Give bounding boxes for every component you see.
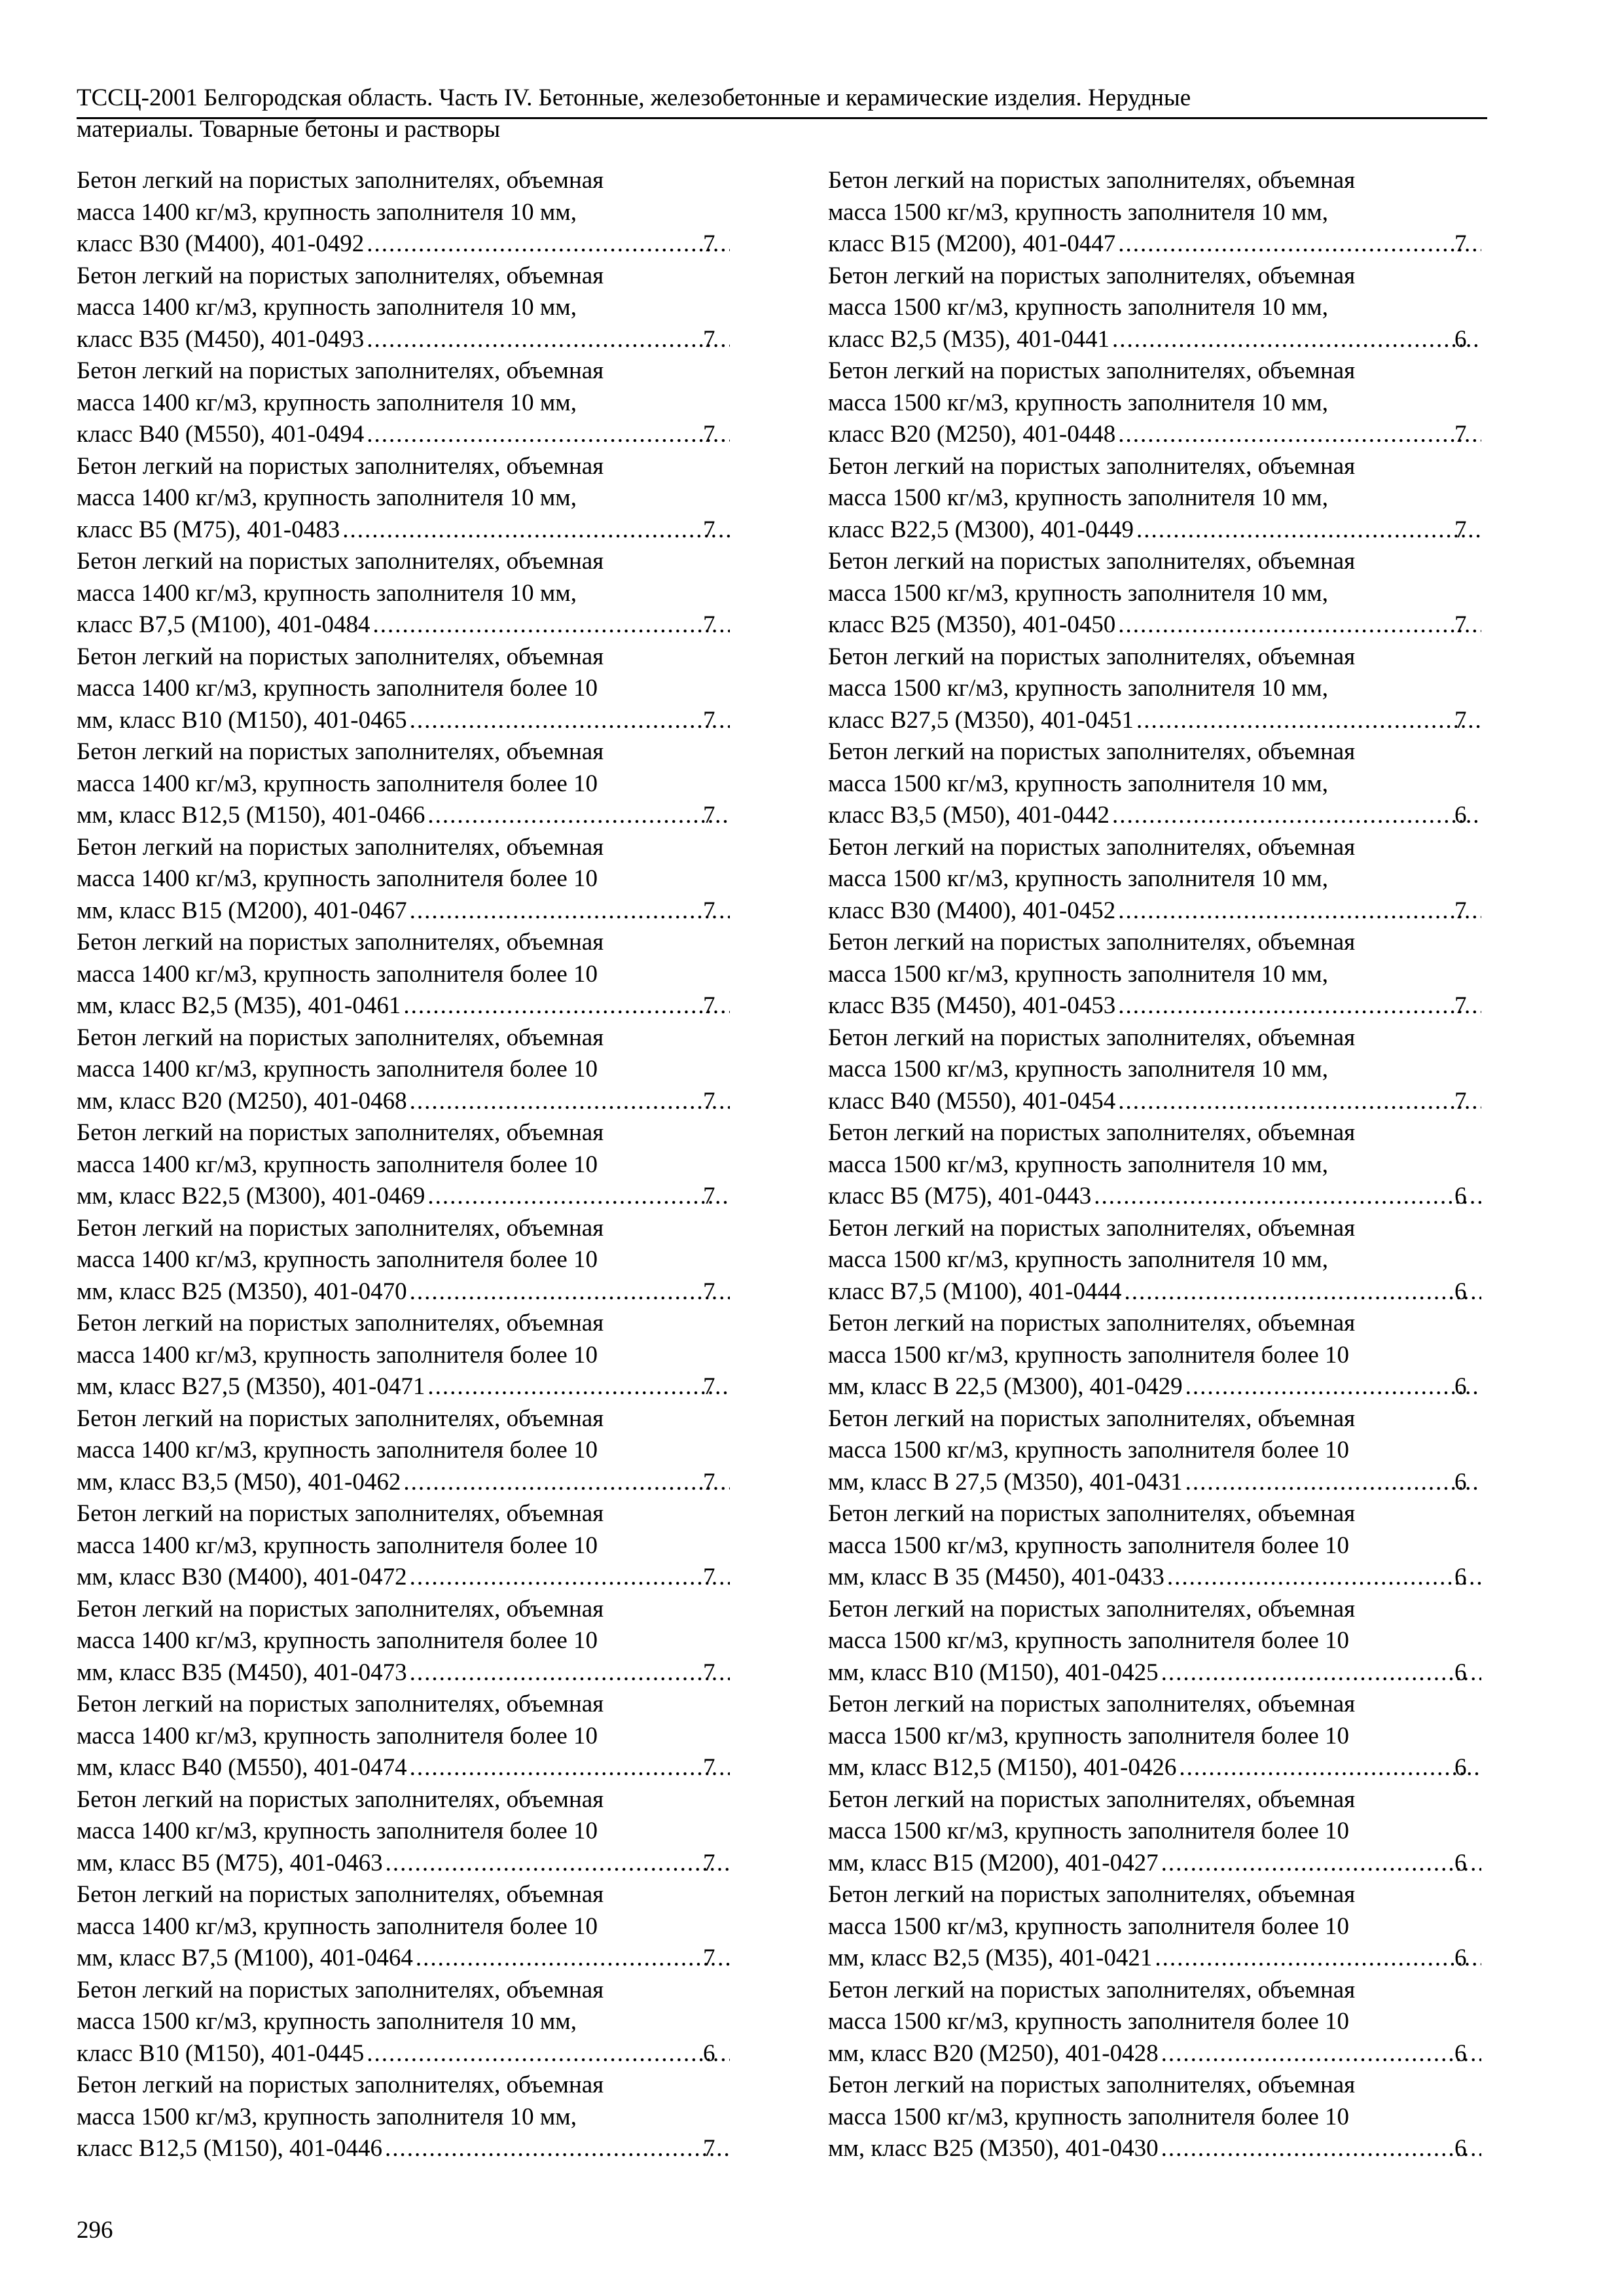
dot-leader — [403, 990, 730, 1022]
entry-last-line: мм, класс В12,5 (М150), 401-0426 ..... 6 — [857, 1752, 1484, 1784]
entry-last-line: мм, класс В 35 (М450), 401-0433 ..... 6 — [857, 1562, 1484, 1594]
entry-text-line: масса 1400 кг/м3, крупность заполнителя более 10 — [77, 1722, 598, 1749]
dot-leader — [367, 324, 730, 356]
dot-leader — [427, 1371, 730, 1403]
entry-text-line: Бетон легкий на пористых заполнителях, объемная — [77, 548, 604, 575]
index-entry — [828, 1498, 1484, 1594]
entry-code-text: класс В22,5 (М300), 401-0449 — [828, 516, 1134, 543]
entry-last-line: мм, класс В7,5 (М100), 401-0464 ..... 7 — [106, 1943, 732, 1975]
entry-text-line: Бетон легкий на пористых заполнителях, объемная — [828, 1785, 1356, 1813]
entry-text-line: масса 1500 кг/м3, крупность заполнителя более 10 — [828, 1912, 1350, 1940]
entry-code-text: класс В40 (М550), 401-0454 — [828, 1087, 1116, 1115]
dot-leader — [1118, 1086, 1481, 1118]
entry-text-line: Бетон легкий на пористых заполнителях, объемная — [828, 1405, 1356, 1432]
entry-code-text: мм, класс В 22,5 (М300), 401-0429 — [828, 1373, 1183, 1400]
entry-text-line: Бетон легкий на пористых заполнителях, объемная — [77, 357, 604, 384]
entry-text-line: Бетон легкий на пористых заполнителях, объемная — [77, 833, 604, 861]
header-line-2: материалы. Товарные бетоны и растворы — [77, 116, 501, 143]
entry-text-line: масса 1500 кг/м3, крупность заполнителя более 10 — [828, 1437, 1350, 1463]
dot-leader — [410, 895, 730, 927]
entry-text-line: Бетон легкий на пористых заполнителях, объемная — [77, 1024, 604, 1051]
dot-leader — [1118, 228, 1481, 260]
entry-text-line: Бетон легкий на пористых заполнителях, объемная — [828, 357, 1356, 384]
entry-code-text: мм, класс В15 (М200), 401-0467 — [77, 897, 407, 924]
running-header — [77, 82, 1487, 145]
entry-text-line: Бетон легкий на пористых заполнителях, объемная — [828, 738, 1356, 765]
index-entry — [77, 2070, 732, 2165]
index-entry — [77, 165, 732, 260]
entry-code-text: класс В27,5 (М350), 401-0451 — [828, 706, 1134, 734]
entry-code-text: мм, класс В10 (М150), 401-0465 — [77, 706, 407, 734]
index-entry — [828, 1117, 1484, 1213]
entry-last-line: мм, класс В20 (М250), 401-0428 ..... 6 — [857, 2038, 1484, 2070]
entry-last-line: мм, класс В22,5 (М300), 401-0469 ..... 7 — [106, 1181, 732, 1213]
index-entry — [828, 1308, 1484, 1403]
dot-leader — [427, 1181, 730, 1213]
dot-leader — [1118, 609, 1481, 641]
entry-code-text: класс В30 (М400), 401-0492 — [77, 230, 365, 257]
entry-code-text: класс В5 (М75), 401-0483 — [77, 516, 340, 543]
entry-code-text: класс В5 (М75), 401-0443 — [828, 1183, 1092, 1210]
entry-text-line: масса 1400 кг/м3, крупность заполнителя более 10 — [77, 1627, 598, 1654]
entry-text-line: масса 1500 кг/м3, крупность заполнителя 10 мм, — [828, 1056, 1328, 1083]
index-entry — [77, 1117, 732, 1213]
dot-leader — [1112, 324, 1481, 356]
dot-leader — [410, 1276, 730, 1308]
dot-leader — [1161, 1848, 1481, 1880]
index-entry — [77, 641, 732, 737]
entry-code-text: мм, класс В 27,5 (М350), 401-0431 — [828, 1468, 1183, 1496]
index-entry — [77, 546, 732, 641]
index-entry — [77, 1308, 732, 1403]
entry-text-line: Бетон легкий на пористых заполнителях, объемная — [77, 167, 604, 194]
entry-text-line: масса 1500 кг/м3, крупность заполнителя более 10 — [828, 2103, 1350, 2130]
entry-code-text: мм, класс В20 (М250), 401-0428 — [828, 2039, 1159, 2067]
entry-text-line: Бетон легкий на пористых заполнителях, объемная — [77, 1881, 604, 1908]
entry-code-text: мм, класс В3,5 (М50), 401-0462 — [77, 1468, 401, 1496]
entry-last-line: мм, класс В40 (М550), 401-0474 ..... 7 — [106, 1752, 732, 1784]
entry-last-line: класс В5 (М75), 401-0443 ..... 6 — [857, 1181, 1484, 1213]
dot-leader — [385, 2133, 730, 2165]
entry-text-line: масса 1500 кг/м3, крупность заполнителя более 10 — [828, 1722, 1350, 1749]
entry-last-line: мм, класс В 22,5 (М300), 401-0429 ..... 6 — [857, 1371, 1484, 1403]
entry-text-line: масса 1500 кг/м3, крупность заполнителя более 10 — [828, 2008, 1350, 2035]
entry-text-line: Бетон легкий на пористых заполнителях, объемная — [77, 452, 604, 480]
entry-text-line: Бетон легкий на пористых заполнителях, объемная — [828, 1214, 1356, 1242]
dot-leader — [342, 514, 730, 547]
entry-code-text: класс В35 (М450), 401-0453 — [828, 992, 1116, 1019]
entry-code-text: класс В30 (М400), 401-0452 — [828, 897, 1116, 924]
entry-last-line: мм, класс В12,5 (М150), 401-0466 ..... 7 — [106, 800, 732, 832]
entry-code-text: мм, класс В12,5 (М150), 401-0466 — [77, 802, 425, 829]
entry-code-text: мм, класс В10 (М150), 401-0425 — [828, 1659, 1159, 1686]
entry-text-line: масса 1400 кг/м3, крупность заполнителя более 10 — [77, 1341, 598, 1369]
entry-text-line: Бетон легкий на пористых заполнителях, объемная — [828, 929, 1356, 956]
index-entry — [77, 1022, 732, 1118]
index-entry — [828, 736, 1484, 832]
entry-text-line: масса 1400 кг/м3, крупность заполнителя более 10 — [77, 1912, 598, 1940]
dot-leader — [410, 1086, 730, 1118]
entry-text-line: Бетон легкий на пористых заполнителях, объемная — [828, 643, 1356, 670]
entry-text-line: Бетон легкий на пористых заполнителях, объемная — [828, 167, 1356, 194]
entry-text-line: Бетон легкий на пористых заполнителях, объемная — [828, 2072, 1356, 2098]
dot-leader — [1125, 1276, 1482, 1308]
entry-code-text: мм, класс В7,5 (М100), 401-0464 — [77, 1945, 413, 1971]
entry-last-line: класс В27,5 (М350), 401-0451 ..... 7 — [857, 705, 1484, 737]
entry-text-line: масса 1500 кг/м3, крупность заполнителя 10 мм, — [828, 675, 1328, 702]
entry-text-line: масса 1500 кг/м3, крупность заполнителя 10 мм, — [828, 198, 1328, 226]
index-entry — [828, 1213, 1484, 1308]
entry-code-text: мм, класс В2,5 (М35), 401-0421 — [828, 1945, 1153, 1971]
entry-text-line: масса 1500 кг/м3, крупность заполнителя 10 мм, — [828, 1246, 1328, 1273]
entry-text-line: Бетон легкий на пористых заполнителях, объемная — [77, 262, 604, 289]
entry-last-line: класс В40 (М550), 401-0454 ..... 7 — [857, 1086, 1484, 1118]
index-column-left — [77, 165, 732, 2165]
dot-leader — [403, 1467, 730, 1499]
entry-text-line: масса 1500 кг/м3, крупность заполнителя более 10 — [828, 1627, 1350, 1654]
entry-code-text: мм, класс В27,5 (М350), 401-0471 — [77, 1373, 425, 1400]
index-entry — [828, 1022, 1484, 1118]
entry-text-line: масса 1400 кг/м3, крупность заполнителя 10 мм, — [77, 294, 577, 321]
index-entry — [828, 1784, 1484, 1880]
entry-last-line: класс В30 (М400), 401-0452 ..... 7 — [857, 895, 1484, 927]
index-entry — [828, 2070, 1484, 2165]
entry-text-line: масса 1400 кг/м3, крупность заполнителя более 10 — [77, 960, 598, 988]
entry-last-line: класс В20 (М250), 401-0448 ..... 7 — [857, 419, 1484, 451]
dot-leader — [1161, 1657, 1481, 1689]
entry-code-text: мм, класс В 35 (М450), 401-0433 — [828, 1564, 1164, 1590]
entry-text-line: Бетон легкий на пористых заполнителях, объемная — [77, 1405, 604, 1432]
entry-code-text: мм, класс В2,5 (М35), 401-0461 — [77, 992, 401, 1019]
entry-text-line: масса 1400 кг/м3, крупность заполнителя 10 мм, — [77, 484, 577, 511]
entry-text-line: масса 1400 кг/м3, крупность заполнителя более 10 — [77, 1437, 598, 1463]
entry-text-line: Бетон легкий на пористых заполнителях, объемная — [77, 1119, 604, 1146]
entry-code-text: класс В7,5 (М100), 401-0484 — [77, 611, 370, 638]
entry-text-line: масса 1500 кг/м3, крупность заполнителя 10 мм, — [828, 484, 1328, 511]
entry-code-text: мм, класс В20 (М250), 401-0468 — [77, 1087, 407, 1115]
dot-leader — [1161, 2133, 1481, 2165]
entry-code-text: мм, класс В35 (М450), 401-0473 — [77, 1659, 407, 1686]
dot-leader — [1167, 1562, 1481, 1594]
dot-leader — [1179, 1752, 1481, 1784]
entry-text-line: масса 1400 кг/м3, крупность заполнителя более 10 — [77, 1151, 598, 1178]
entry-code-text: класс В35 (М450), 401-0493 — [77, 325, 365, 353]
dot-leader — [1094, 1181, 1481, 1213]
index-entry — [77, 1784, 732, 1880]
entry-last-line: класс В40 (М550), 401-0494 ..... 7 — [106, 419, 732, 451]
entry-text-line: масса 1500 кг/м3, крупность заполнителя 10 мм, — [828, 579, 1328, 607]
entry-text-line: Бетон легкий на пористых заполнителях, объемная — [77, 738, 604, 765]
index-entry — [828, 260, 1484, 356]
entry-code-text: мм, класс В5 (М75), 401-0463 — [77, 1849, 383, 1876]
entry-text-line: масса 1500 кг/м3, крупность заполнителя 10 мм, — [828, 389, 1328, 416]
header-line-1: ТССЦ-2001 Белгородская область. Часть IV. Бетонные, железобетонные и керамические изделия. Нерудные — [77, 84, 1191, 111]
entry-last-line: мм, класс В25 (М350), 401-0430 ..... 6 — [857, 2133, 1484, 2165]
entry-text-line: масса 1500 кг/м3, крупность заполнителя более 10 — [828, 1532, 1350, 1559]
entry-text-line: Бетон легкий на пористых заполнителях, объемная — [828, 1691, 1356, 1717]
dot-leader — [410, 1657, 730, 1689]
entry-code-text: класс В25 (М350), 401-0450 — [828, 611, 1116, 638]
entry-last-line: мм, класс В15 (М200), 401-0467 ..... 7 — [106, 895, 732, 927]
entry-last-line: класс В35 (М450), 401-0493 ..... 7 — [106, 324, 732, 356]
dot-leader — [1185, 1371, 1481, 1403]
entry-text-line: масса 1500 кг/м3, крупность заполнителя 10 мм, — [77, 2008, 577, 2035]
entry-text-line: Бетон легкий на пористых заполнителях, объемная — [77, 1500, 604, 1527]
index-entry — [77, 1403, 732, 1499]
index-entry — [828, 1594, 1484, 1689]
entry-text-line: Бетон легкий на пористых заполнителях, объемная — [828, 833, 1356, 861]
entry-code-text: мм, класс В12,5 (М150), 401-0426 — [828, 1754, 1177, 1781]
index-entry — [77, 1879, 732, 1975]
dot-leader — [1112, 800, 1481, 832]
entry-text-line: масса 1500 кг/м3, крупность заполнителя более 10 — [828, 1341, 1350, 1369]
entry-last-line: класс В3,5 (М50), 401-0442 ..... 6 — [857, 800, 1484, 832]
entry-text-line: масса 1400 кг/м3, крупность заполнителя 10 мм, — [77, 389, 577, 416]
entry-code-text: мм, класс В25 (М350), 401-0430 — [828, 2135, 1159, 2162]
index-entry — [77, 1594, 732, 1689]
entry-text-line: масса 1500 кг/м3, крупность заполнителя более 10 — [828, 1818, 1350, 1844]
dot-leader — [1118, 419, 1481, 451]
entry-last-line: класс В5 (М75), 401-0483 ..... 7 — [106, 514, 732, 547]
entry-last-line: класс В35 (М450), 401-0453 ..... 7 — [857, 990, 1484, 1022]
entry-code-text: класс В3,5 (М50), 401-0442 — [828, 802, 1110, 829]
entry-text-line: масса 1500 кг/м3, крупность заполнителя 10 мм, — [828, 960, 1328, 988]
dot-leader — [373, 609, 731, 641]
entry-code-text: мм, класс В30 (М400), 401-0472 — [77, 1564, 407, 1590]
entry-last-line: класс В25 (М350), 401-0450 ..... 7 — [857, 609, 1484, 641]
index-entry — [828, 832, 1484, 927]
entry-text-line: Бетон легкий на пористых заполнителях, объемная — [77, 1976, 604, 2003]
entry-last-line: класс В10 (М150), 401-0445 ..... 6 — [106, 2038, 732, 2070]
entry-text-line: масса 1400 кг/м3, крупность заполнителя более 10 — [77, 1246, 598, 1273]
entry-text-line: масса 1400 кг/м3, крупность заполнителя более 10 — [77, 1818, 598, 1844]
index-entry — [77, 927, 732, 1022]
entry-last-line: класс В15 (М200), 401-0447 ..... 7 — [857, 228, 1484, 260]
entry-last-line: мм, класс В10 (М150), 401-0465 ..... 7 — [106, 705, 732, 737]
dot-leader — [1185, 1467, 1481, 1499]
index-entry — [828, 355, 1484, 451]
entry-last-line: мм, класс В25 (М350), 401-0470 ..... 7 — [106, 1276, 732, 1308]
entry-last-line: мм, класс В30 (М400), 401-0472 ..... 7 — [106, 1562, 732, 1594]
entry-last-line: класс В7,5 (М100), 401-0444 ..... 6 — [857, 1276, 1484, 1308]
entry-text-line: Бетон легкий на пористых заполнителях, объемная — [828, 1976, 1356, 2003]
entry-text-line: Бетон легкий на пористых заполнителях, объемная — [828, 1595, 1356, 1623]
entry-text-line: Бетон легкий на пористых заполнителях, объемная — [77, 643, 604, 670]
entry-text-line: масса 1400 кг/м3, крупность заполнителя более 10 — [77, 1532, 598, 1559]
dot-leader — [1136, 514, 1481, 547]
entry-last-line: мм, класс В35 (М450), 401-0473 ..... 7 — [106, 1657, 732, 1689]
entry-code-text: класс В12,5 (М150), 401-0446 — [77, 2135, 382, 2162]
entry-code-text: мм, класс В22,5 (М300), 401-0469 — [77, 1183, 425, 1210]
entry-last-line: мм, класс В10 (М150), 401-0425 ..... 6 — [857, 1657, 1484, 1689]
index-entry — [828, 927, 1484, 1022]
index-entry — [77, 1689, 732, 1784]
dot-leader — [1118, 990, 1481, 1022]
dot-leader — [386, 1848, 730, 1880]
index-entry — [77, 1213, 732, 1308]
entry-last-line: мм, класс В2,5 (М35), 401-0421 ..... 6 — [857, 1943, 1484, 1975]
entry-code-text: мм, класс В40 (М550), 401-0474 — [77, 1754, 407, 1781]
entry-text-line: Бетон легкий на пористых заполнителях, объемная — [77, 1595, 604, 1623]
index-entry — [828, 1975, 1484, 2070]
entry-code-text: класс В20 (М250), 401-0448 — [828, 421, 1116, 448]
entry-text-line: Бетон легкий на пористых заполнителях, объемная — [77, 1785, 604, 1813]
index-entry — [828, 546, 1484, 641]
entry-text-line: Бетон легкий на пористых заполнителях, объемная — [828, 262, 1356, 289]
dot-leader — [367, 228, 730, 260]
index-entry — [77, 1975, 732, 2070]
entry-text-line: Бетон легкий на пористых заполнителях, объемная — [828, 452, 1356, 480]
entry-code-text: класс В15 (М200), 401-0447 — [828, 230, 1116, 257]
entry-text-line: Бетон легкий на пористых заполнителях, объемная — [828, 1881, 1356, 1908]
entry-text-line: масса 1400 кг/м3, крупность заполнителя 10 мм, — [77, 579, 577, 607]
entry-text-line: масса 1500 кг/м3, крупность заполнителя 10 мм, — [828, 865, 1328, 892]
entry-text-line: масса 1500 кг/м3, крупность заполнителя 10 мм, — [828, 1151, 1328, 1178]
entry-code-text: мм, класс В15 (М200), 401-0427 — [828, 1849, 1159, 1876]
entry-last-line: класс В22,5 (М300), 401-0449 ..... 7 — [857, 514, 1484, 547]
entry-text-line: Бетон легкий на пористых заполнителях, объемная — [77, 1214, 604, 1242]
dot-leader — [367, 2038, 730, 2070]
index-entry — [77, 1498, 732, 1594]
entry-last-line: мм, класс В 27,5 (М350), 401-0431 ..... 6 — [857, 1467, 1484, 1499]
entry-text-line: Бетон легкий на пористых заполнителях, объемная — [828, 1119, 1356, 1146]
entry-code-text: класс В40 (М550), 401-0494 — [77, 421, 365, 448]
dot-leader — [410, 1752, 730, 1784]
entry-text-line: Бетон легкий на пористых заполнителях, объемная — [77, 2072, 604, 2098]
entry-last-line: мм, класс В2,5 (М35), 401-0461 ..... 7 — [106, 990, 732, 1022]
entry-code-text: класс В10 (М150), 401-0445 — [77, 2039, 365, 2067]
entry-text-line: масса 1500 кг/м3, крупность заполнителя 10 мм, — [77, 2103, 577, 2130]
entry-last-line: класс В30 (М400), 401-0492 ..... 7 — [106, 228, 732, 260]
index-entry — [77, 736, 732, 832]
index-entry — [77, 260, 732, 356]
index-entry — [828, 641, 1484, 737]
dot-leader — [410, 1562, 730, 1594]
dot-leader — [1161, 2038, 1481, 2070]
entry-code-text: мм, класс В25 (М350), 401-0470 — [77, 1278, 407, 1305]
entry-text-line: Бетон легкий на пористых заполнителях, объемная — [828, 1024, 1356, 1051]
entry-last-line: мм, класс В27,5 (М350), 401-0471 ..... 7 — [106, 1371, 732, 1403]
entry-text-line: масса 1400 кг/м3, крупность заполнителя более 10 — [77, 1056, 598, 1083]
entry-text-line: масса 1400 кг/м3, крупность заполнителя более 10 — [77, 865, 598, 892]
entry-text-line: Бетон легкий на пористых заполнителях, объемная — [828, 548, 1356, 575]
entry-text-line: Бетон легкий на пористых заполнителях, объемная — [77, 1310, 604, 1336]
index-entry — [828, 1689, 1484, 1784]
entry-last-line: класс В12,5 (М150), 401-0446 ..... 7 — [106, 2133, 732, 2165]
entry-last-line: мм, класс В3,5 (М50), 401-0462 ..... 7 — [106, 1467, 732, 1499]
index-entry — [828, 165, 1484, 260]
dot-leader — [1136, 705, 1481, 737]
entry-code-text: класс В2,5 (М35), 401-0441 — [828, 325, 1110, 353]
dot-leader — [427, 800, 730, 832]
index-entry — [828, 451, 1484, 547]
dot-leader — [1118, 895, 1481, 927]
entry-text-line: масса 1400 кг/м3, крупность заполнителя более 10 — [77, 675, 598, 702]
entry-last-line: мм, класс В20 (М250), 401-0468 ..... 7 — [106, 1086, 732, 1118]
index-entry — [77, 355, 732, 451]
dot-leader — [1155, 1943, 1481, 1975]
entry-text-line: масса 1500 кг/м3, крупность заполнителя 10 мм, — [828, 294, 1328, 321]
entry-text-line: масса 1500 кг/м3, крупность заполнителя 10 мм, — [828, 770, 1328, 797]
entry-last-line: класс В2,5 (М35), 401-0441 ..... 6 — [857, 324, 1484, 356]
entry-text-line: Бетон легкий на пористых заполнителях, объемная — [77, 1691, 604, 1717]
dot-leader — [367, 419, 730, 451]
index-entry — [828, 1403, 1484, 1499]
index-entry — [828, 1879, 1484, 1975]
entry-text-line: Бетон легкий на пористых заполнителях, объемная — [77, 929, 604, 956]
entry-code-text: класс В7,5 (М100), 401-0444 — [828, 1278, 1122, 1305]
header-rule — [77, 117, 1487, 119]
entry-last-line: мм, класс В5 (М75), 401-0463 ..... 7 — [106, 1848, 732, 1880]
entry-last-line: мм, класс В15 (М200), 401-0427 ..... 6 — [857, 1848, 1484, 1880]
index-entry — [77, 832, 732, 927]
dot-leader — [416, 1943, 730, 1975]
entry-text-line: Бетон легкий на пористых заполнителях, объемная — [828, 1310, 1356, 1336]
index-entry — [77, 451, 732, 547]
entry-text-line: масса 1400 кг/м3, крупность заполнителя 10 мм, — [77, 198, 577, 226]
entry-text-line: Бетон легкий на пористых заполнителях, объемная — [828, 1500, 1356, 1527]
index-column-right — [828, 165, 1484, 2165]
entry-text-line: масса 1400 кг/м3, крупность заполнителя более 10 — [77, 770, 598, 797]
dot-leader — [410, 705, 730, 737]
page-number: 296 — [77, 2217, 113, 2244]
entry-last-line: класс В7,5 (М100), 401-0484 ..... 7 — [106, 609, 732, 641]
